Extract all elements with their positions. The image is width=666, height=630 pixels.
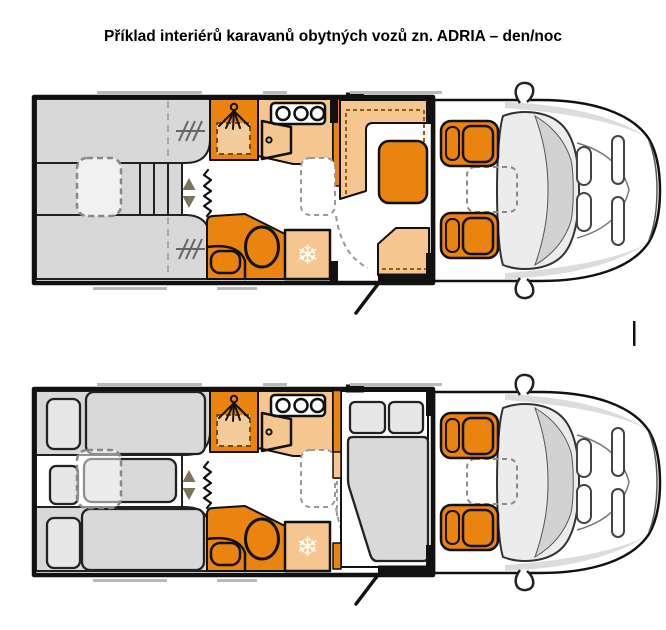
entry-step-line bbox=[356, 575, 378, 604]
floor-plan-night bbox=[34, 375, 660, 604]
skylight-dashed bbox=[77, 450, 121, 508]
mattress bbox=[86, 392, 205, 454]
pillow bbox=[47, 399, 80, 449]
floor-plan-day bbox=[34, 83, 660, 313]
dinette-table bbox=[379, 141, 427, 203]
pillow bbox=[389, 402, 423, 433]
skylight-dashed bbox=[77, 158, 121, 216]
mattress bbox=[82, 509, 204, 570]
pillow bbox=[50, 466, 78, 504]
entry-step-line bbox=[356, 284, 378, 313]
page-title: Příklad interiérů karavanů obytných vozů zn. ADRIA – den/noc bbox=[104, 28, 562, 45]
text-cursor-artifact bbox=[633, 321, 636, 346]
pillow bbox=[47, 518, 80, 568]
pillow bbox=[350, 402, 385, 433]
